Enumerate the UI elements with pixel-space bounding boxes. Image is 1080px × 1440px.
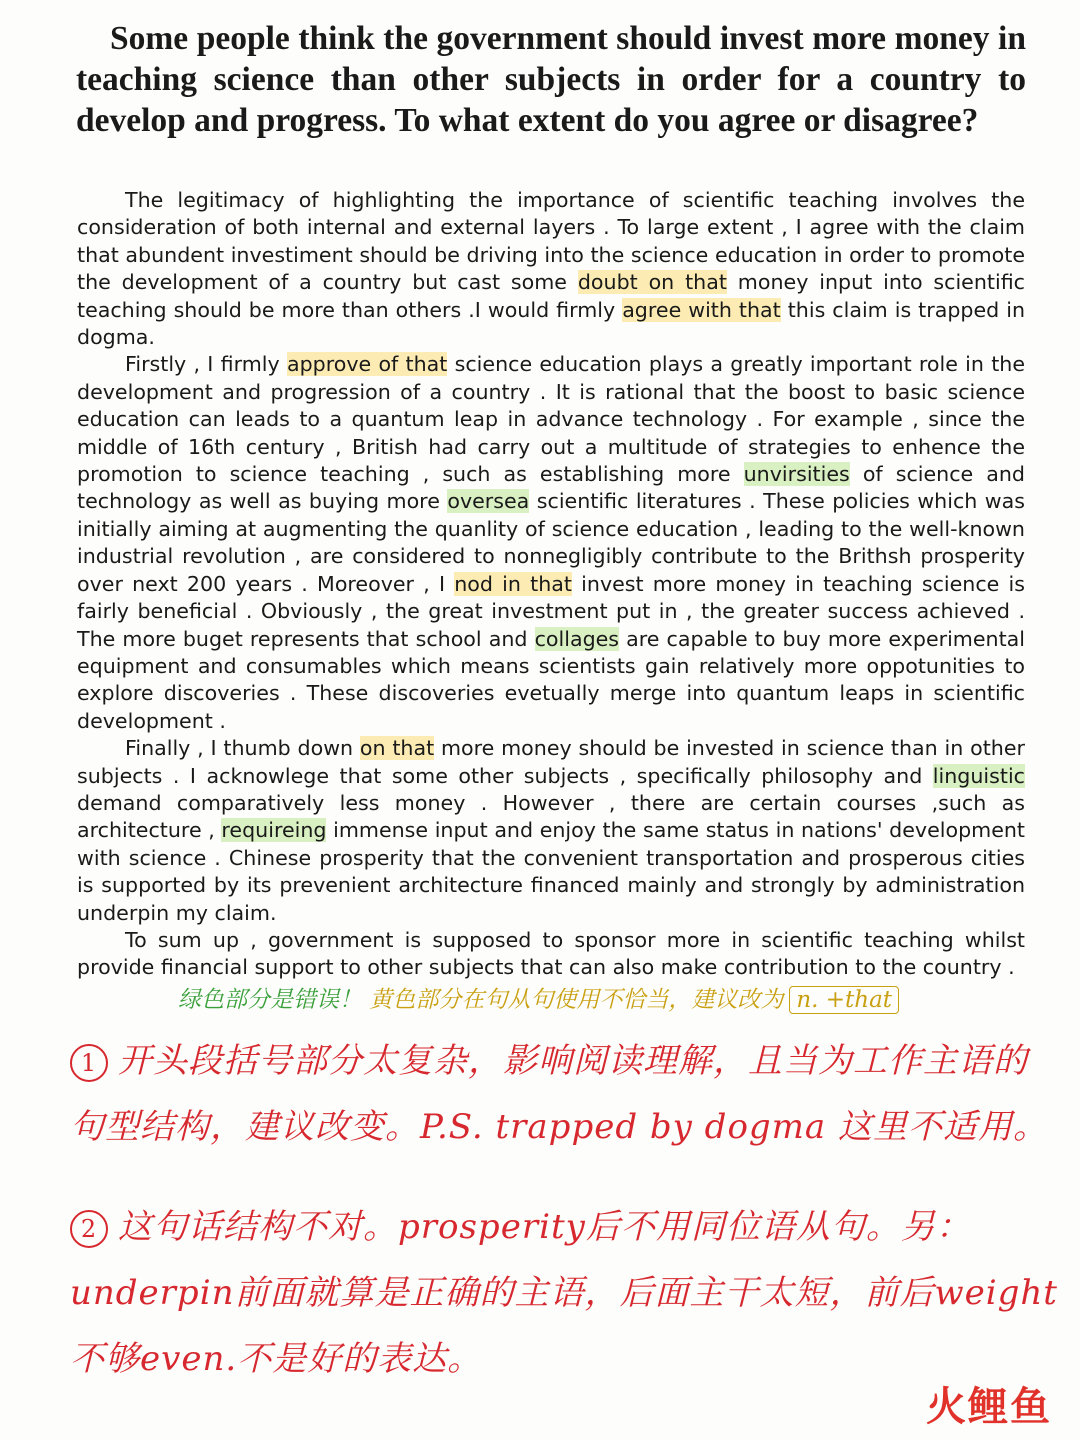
- annotation-legend: [178, 980, 1060, 1020]
- legend-yellow-text: 黄色部分在句从句使用不恰当，建议改为: [369, 987, 784, 1013]
- highlight-yellow: agree with that: [622, 297, 781, 322]
- text-run: invest more money in teaching science is fairly beneficial . Obviously , the great investment put in , the greater success achieved . The more buget represents that school and: [77, 571, 1025, 651]
- legend-suggestion-box: n. +that: [789, 986, 899, 1014]
- handwritten-annotations: [70, 980, 1060, 1392]
- text-run: scientific literatures . These policies which was initially aiming at augmenting the quanlity of science education , leading to the well-known industrial revolution , are considered to nonnegligibly contribute to the Brithsh prosperity over next 200 years . Moreover , I: [77, 489, 1025, 596]
- text-run: Firstly , I firmly: [125, 352, 287, 377]
- highlight-yellow: nod in that: [454, 571, 572, 596]
- text-run: Finally , I thumb down: [125, 736, 360, 761]
- essay-paragraph-intro: [77, 187, 1025, 351]
- annotation-note-2: [70, 1194, 1060, 1392]
- highlight-yellow: approve of that: [286, 352, 448, 377]
- text-run: immense input and enjoy the same status in nations' development with science . Chinese prosperity that the convenient transportation and prosperous cities is supported by its prevenient architecture financed mainly and strongly by administration underpin my claim.: [77, 818, 1025, 925]
- highlight-green: oversea: [447, 489, 530, 514]
- text-run: are capable to buy more experimental equipment and consumables which means scientists gain relatively more oppotunities to explore discoveries . These discoveries evetually merge into quantum leaps in scientific development .: [77, 626, 1025, 733]
- legend-green-text: 绿色部分是错误！: [178, 987, 362, 1013]
- essay-paragraph-conclusion: To sum up , government is supposed to sponsor more in scientific teaching whilst provide financial support to other subjects that can also make contribution to the country .: [77, 927, 1025, 980]
- highlight-green: linguistic: [932, 763, 1025, 788]
- note-number-badge: 1: [70, 1044, 108, 1082]
- essay-prompt: Some people think the government should invest more money in teaching science than other subjects in order for a country to develop and progress. To what extent do you agree or disagree?: [76, 20, 1026, 139]
- text-run: science education plays a greatly important role in the development and progression of a country . It is rational that the boost to basic science education can leads to a quantum leap in advance technology . For example , since the middle of 16th century , British had carry out a multitude of strategies to enhence the promotion to science teaching , such as establishing more: [77, 352, 1025, 487]
- note-1-text: 开头段括号部分太复杂，影响阅读理解，且当为工作主语的句型结构，建议改变。P.S. trapped by dogma 这里不适用。: [70, 1041, 1048, 1147]
- highlight-yellow: on that: [359, 736, 435, 761]
- note-number-badge: 2: [70, 1210, 108, 1248]
- text-run: this claim is trapped in dogma.: [77, 297, 1025, 350]
- note-2-text: 这句话结构不对。prosperity后不用同位语从句。另：underpin前面就算是正确的主语，后面主干太短，前后weight不够even.不是好的表达。: [70, 1207, 1058, 1379]
- highlight-green: collages: [534, 626, 620, 651]
- text-run: demand comparatively less money . However , there are certain courses ,such as architecture ,: [77, 790, 1025, 843]
- essay-paragraph-body-1: [77, 351, 1025, 735]
- watermark-logo: 火鲤鱼: [926, 1384, 1052, 1430]
- text-run: money input into scientific teaching should be more than others .I would firmly: [77, 270, 1025, 322]
- annotation-note-1: [70, 1028, 1060, 1160]
- text-run: The legitimacy of highlighting the importance of scientific teaching involves the consideration of both internal and external layers . To large extent , I agree with the claim that abundent investiment should be driving into the science education in order to promote the development of a country but cast some: [77, 188, 1025, 295]
- essay-body: [77, 187, 1025, 982]
- highlight-yellow: doubt on that: [577, 270, 727, 295]
- highlight-green: unvirsities: [743, 462, 850, 487]
- text-run: of science and technology as well as buying more: [77, 462, 1025, 514]
- text-run: more money should be invested in science than in other subjects . I acknowlege that some other subjects , specifically philosophy and: [77, 736, 1025, 788]
- essay-paragraph-body-2: [77, 735, 1025, 927]
- highlight-green: requireing: [221, 818, 327, 843]
